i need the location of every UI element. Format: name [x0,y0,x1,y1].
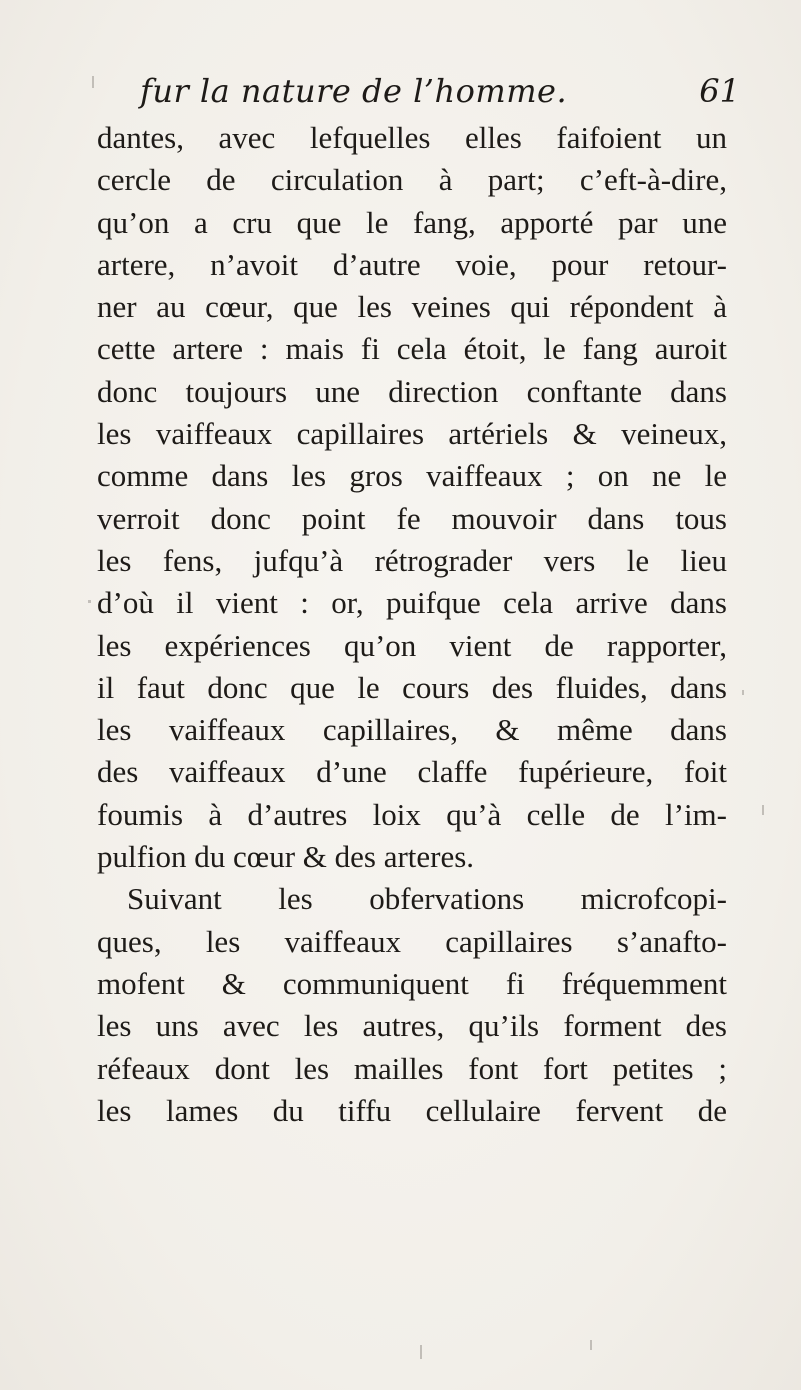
text-line: les fens, jufqu’à rétrograder vers le lieu [97,542,727,578]
text-line: les expériences qu’on vient de rapporter, [97,627,727,663]
paper-speck [742,690,744,695]
text-line: d’où il vient : or, puifque cela arrive dans [97,585,727,621]
running-title: fur la nature de l’homme. [140,72,568,110]
text-line: dantes, avec lefquelles elles faifoient un [97,120,727,155]
text-line: réfeaux dont les mailles font fort petites ; [97,1050,727,1086]
paper-speck [762,805,764,815]
paper-speck [590,1340,592,1350]
text-line: donc toujours une direction conftante dans [97,373,727,409]
text-line: les vaiffeaux capillaires, & même dans [97,712,727,748]
text-line: foumis à d’autres loix qu’à celle de l’im- [97,796,727,832]
text-line: il faut donc que le cours des fluides, dans [97,669,727,705]
page-number: 61 [699,72,740,110]
page-header [140,72,740,112]
text-line: les uns avec les autres, qu’ils forment des [97,1008,727,1044]
text-line: mofent & communiquent fi fréquemment [97,965,727,1001]
text-line: cette artere : mais fi cela étoit, le fang auroit [97,331,727,367]
paper-speck [88,600,91,603]
text-line: Suivant les obfervations microfcopi- [127,881,727,917]
text-line: verroit donc point fe mouvoir dans tous [97,500,727,536]
text-line: ner au cœur, que les veines qui répondent à [97,289,727,325]
body-text [97,117,727,1132]
text-line: les lames du tiffu cellulaire fervent de [97,1092,727,1128]
paper-speck [680,1075,683,1078]
paper-speck [420,1345,422,1359]
text-line: les vaiffeaux capillaires artériels & veineux, [97,416,727,452]
paper-speck [92,76,94,88]
text-line: pulfion du cœur & des arteres. [97,839,475,875]
text-line: des vaiffeaux d’une claffe fupérieure, foit [97,754,727,790]
text-line: comme dans les gros vaiffeaux ; on ne le [97,458,727,494]
text-line: artere, n’avoit d’autre voie, pour retour- [97,246,727,282]
text-line: ques, les vaiffeaux capillaires s’anafto- [97,923,727,959]
text-line: cercle de circulation à part; c’eft-à-dire, [97,162,727,198]
text-line: qu’on a cru que le fang, apporté par une [97,204,727,240]
